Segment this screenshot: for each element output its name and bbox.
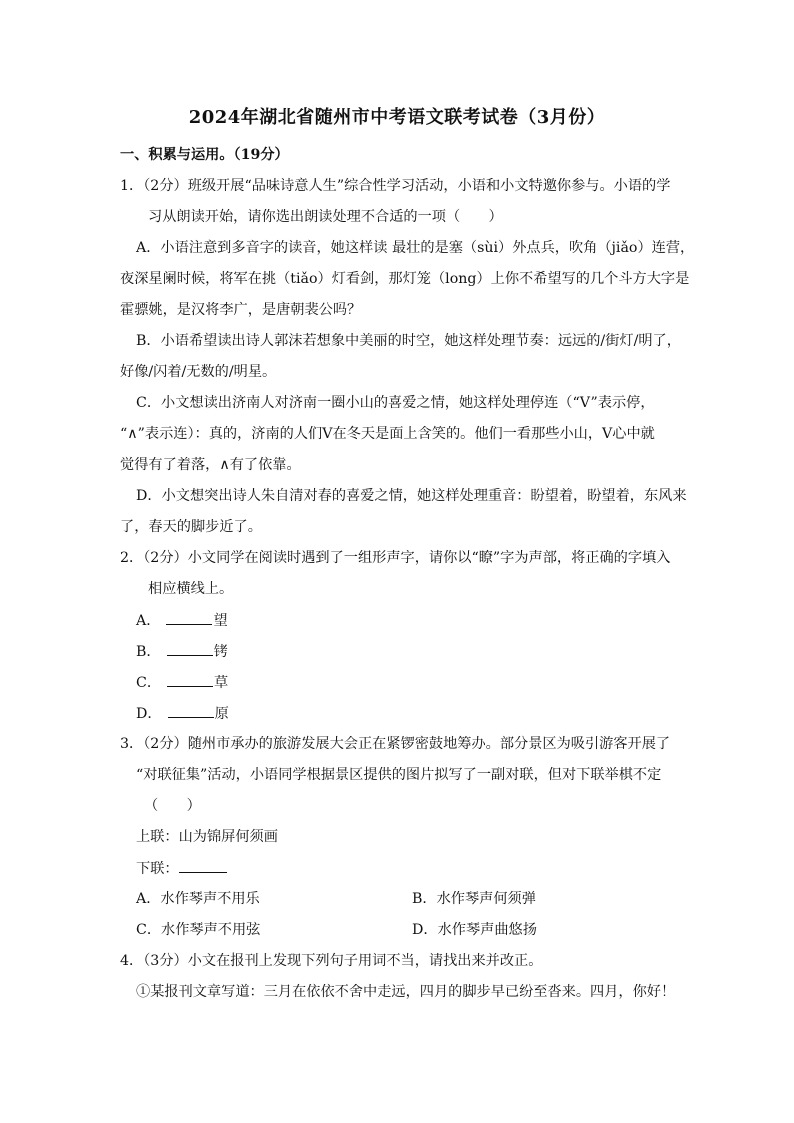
- option-letter: D．: [136, 706, 162, 722]
- q1-option-a-line1: A．小语注意到多音字的读音，她这样读 最壮的是塞（sùi）外点兵，吹角（jiǎo）连营，: [136, 240, 695, 256]
- option-char: 草: [214, 675, 229, 691]
- option-char: 铐: [213, 644, 228, 660]
- q1-option-b-line2: 好像/闪着/无数的/明星。: [120, 364, 277, 380]
- q2-stem-line2: 相应横线上。: [148, 581, 234, 597]
- q2-option-a: [136, 610, 228, 631]
- q3-option-b: B．水作琴声何须弹: [412, 891, 536, 907]
- q1-option-d-line1: D．小文想突出诗人朱自清对春的喜爱之情，她这样处理重音：盼望着，盼望着，东风来: [136, 488, 687, 504]
- option-letter: C．: [136, 675, 162, 691]
- q4-stem: 4．（3分）小文在报刊上发现下列句子用词不当，请找出来并改正。: [120, 953, 543, 969]
- q1-stem-line2: 习从朗读开始，请你选出朗读处理不合适的一项（ ）: [148, 209, 503, 225]
- fill-blank[interactable]: [179, 858, 227, 873]
- q1-option-b-line1: B．小语希望读出诗人郭沫若想象中美丽的时空，她这样处理节奏：远远的/街灯/明了，: [136, 333, 681, 349]
- lower-couplet-label: 下联：: [136, 861, 179, 877]
- q3-stem-line2: “对联征集”活动，小语同学根据景区提供的图片拟写了一副对联，但对下联举棋不定: [136, 767, 662, 783]
- option-letter: B．: [136, 644, 161, 660]
- q3-option-d: D．水作琴声曲悠扬: [412, 922, 537, 938]
- q4-item-1: ①某报刊文章写道：三月在依依不舍中走远，四月的脚步早已纷至沓来。四月，你好！: [136, 984, 676, 1000]
- q1-option-d-line2: 了，春天的脚步近了。: [120, 519, 262, 535]
- q3-lower-couplet: [136, 858, 227, 879]
- q1-option-a-line3: 霍骠姚，是汉将李广，是唐朝裴公吗？: [120, 302, 362, 318]
- q2-option-c: [136, 672, 228, 693]
- option-char: 原: [214, 706, 229, 722]
- fill-blank[interactable]: [167, 672, 213, 687]
- q1-option-a-line2: 夜深星阑时候，将军在挑（tiǎo）灯看剑，那灯笼（long）上你不希望写的几个斗方大字是: [120, 271, 690, 287]
- q3-stem-line1: 3．（2分）随州市承办的旅游发展大会正在紧锣密鼓地筹办。部分景区为吸引游客开展了: [120, 736, 671, 752]
- q1-option-c-line2: “∧”表示连）：真的，济南的人们V在冬天是面上含笑的。他们一看那些小山，V心中就: [120, 426, 655, 442]
- q3-upper-couplet: 上联：山为锦屏何须画: [136, 829, 278, 845]
- q2-option-d: [136, 703, 229, 724]
- q2-stem-line1: 2．（2分）小文同学在阅读时遇到了一组形声字，请你以“瞭”字为声部，将正确的字填入: [120, 550, 671, 566]
- option-char: 望: [213, 613, 228, 629]
- q3-stem-line3: （ ）: [144, 798, 201, 814]
- q1-option-c-line1: C．小文想读出济南人对济南一圈小山的喜爱之情，她这样处理停连（“V”表示停，: [136, 395, 655, 411]
- option-letter: A．: [136, 613, 161, 629]
- q3-option-c: C．水作琴声不用弦: [136, 922, 261, 938]
- q1-option-c-line3: 觉得有了着落，∧有了依靠。: [120, 457, 301, 473]
- fill-blank[interactable]: [168, 703, 214, 718]
- section-heading: 一、积累与运用。（19分）: [120, 147, 289, 163]
- fill-blank[interactable]: [166, 610, 212, 625]
- q2-option-b: [136, 641, 228, 662]
- fill-blank[interactable]: [167, 641, 213, 656]
- q1-stem-line1: 1．（2分）班级开展“品味诗意人生”综合性学习活动，小语和小文特邀你参与。小语的学: [120, 178, 671, 194]
- q3-option-a: A．水作琴声不用乐: [136, 891, 260, 907]
- page-title: 2024年湖北省随州市中考语文联考试卷（3月份）: [188, 107, 606, 128]
